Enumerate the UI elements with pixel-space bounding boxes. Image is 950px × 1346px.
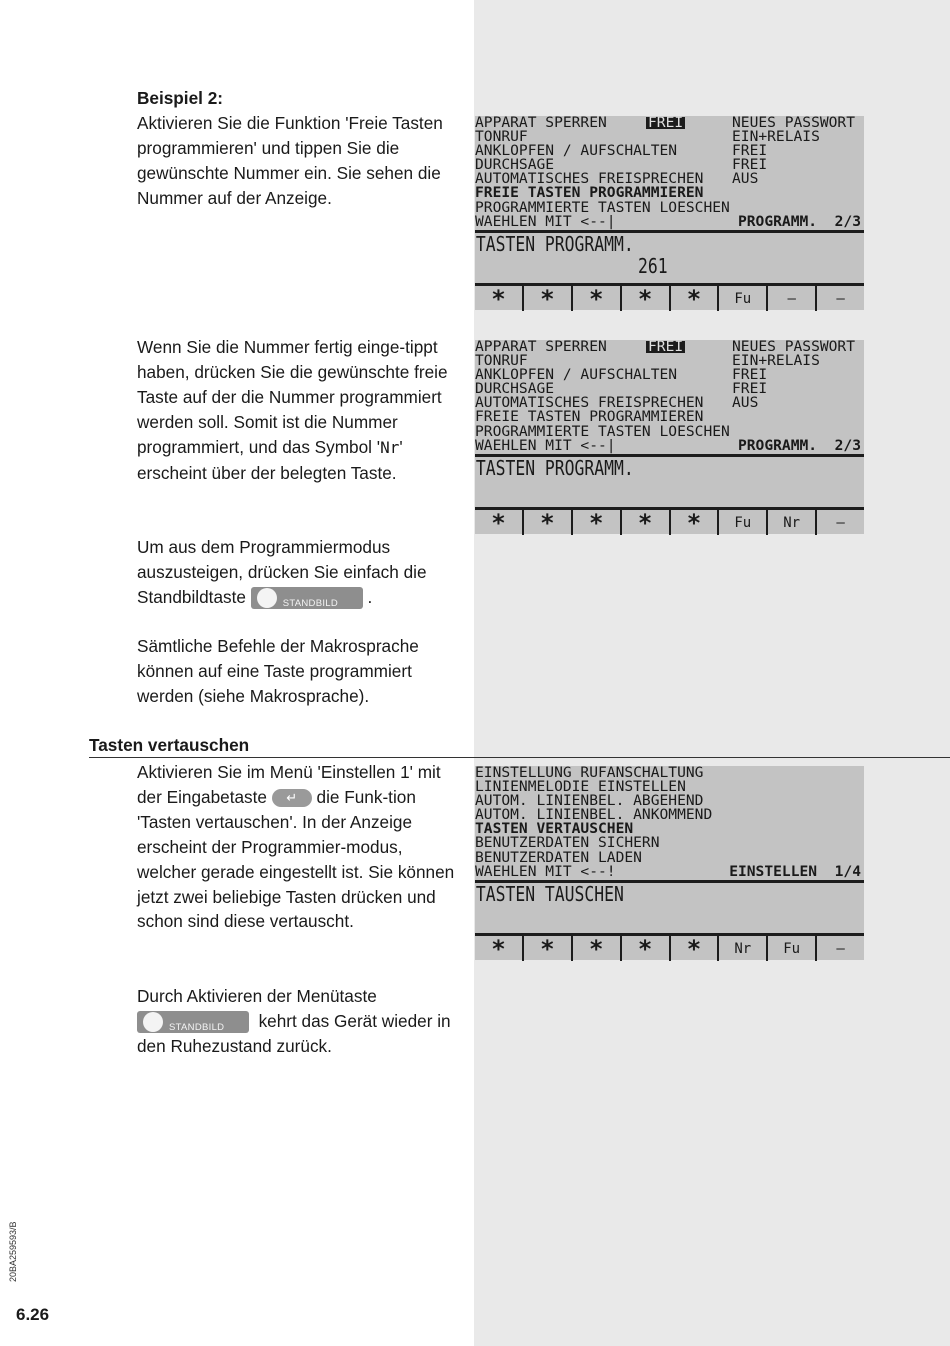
lcd-status: TASTEN PROGRAMM. <box>475 231 634 256</box>
example-2-block <box>137 86 457 211</box>
section-heading: Tasten vertauschen <box>89 735 250 755</box>
softkey: * <box>669 936 718 961</box>
softkey: * <box>620 510 669 535</box>
softkey: — <box>815 286 864 311</box>
section-para-1: Aktivieren Sie im Menü 'Einstellen 1' mit der Eingabetaste ↵ die Funk-tion 'Tasten vertauschen'. In der Anzeige erscheint der Programmier-modus, welcher gerade eingestellt ist. Sie können jetzt zwei beliebige Tasten drücken und schon sind diese vertauscht. <box>137 762 455 932</box>
softkey: * <box>571 286 620 311</box>
lcd-row: WAEHLEN MIT <--| PROGRAMM. 2/3 <box>475 436 861 454</box>
lcd-row: EINSTELLUNG RUFANSCHALTUNG <box>475 764 704 781</box>
lcd-row: DURCHSAGE FREI <box>475 156 768 174</box>
lcd-number: 261 <box>638 254 668 278</box>
softkey: Fu <box>717 510 766 535</box>
softkey: * <box>522 510 571 535</box>
para-3-text-a: Um aus dem Programmiermodus auszusteigen, drücken Sie einfach die Standbildtaste <box>137 537 427 607</box>
lcd-menu <box>475 766 864 879</box>
frei-badge: FREI <box>648 338 684 355</box>
lcd-row: ANKLOPFEN / AUFSCHALTEN FREI <box>475 142 768 160</box>
example-title: Beispiel 2: <box>137 88 223 108</box>
lcd-menu <box>475 340 864 453</box>
softkey: * <box>669 510 718 535</box>
example-para-1: Aktivieren Sie die Funktion 'Freie Tasten programmieren' und tippen Sie die gewünschte Nummer ein. Sie sehen die Nummer auf der Anzeige. <box>137 112 443 208</box>
lcd-row: PROGRAMMIERTE TASTEN LOESCHEN <box>475 198 730 216</box>
lcd-row: WAEHLEN MIT <--! EINSTELLEN 1/4 <box>475 862 861 880</box>
lcd-row: BENUTZERDATEN SICHERN <box>475 834 660 852</box>
lcd-row: WAEHLEN MIT <--| PROGRAMM. 2/3 <box>475 212 861 230</box>
lcd-display-2 <box>475 338 864 537</box>
softkey: * <box>491 284 506 313</box>
softkey: * <box>522 286 571 311</box>
para-3-text-b: . <box>367 586 373 607</box>
section-para-2: Durch Aktivieren der Menütaste STANDBILD kehrt das Gerät wieder in den Ruhezustand zurück. <box>137 986 451 1056</box>
para-2-text-b: ' erscheint über der belegten Taste. <box>137 436 403 483</box>
section-rule <box>89 757 950 758</box>
nr-symbol: Nr <box>380 437 400 457</box>
lcd-row-selected: TASTEN VERTAUSCHEN <box>475 820 634 838</box>
lcd-row: LINIENMELODIE EINSTELLEN <box>475 778 686 796</box>
softkey-bar <box>475 936 864 961</box>
lcd-display-1 <box>475 114 864 313</box>
softkey: * <box>620 286 669 311</box>
para-2-text-a: Wenn Sie die Nummer fertig einge-tippt haben, drücken Sie die gewünschte freie Taste auf der die Nummer programmiert werden soll. Somit ist die Nummer programmiert, und das Symbol ' <box>137 337 448 457</box>
lcd-row: APPARAT SPERREN FREI NEUES PASSWORT <box>475 338 856 355</box>
lcd-row: AUTOMATISCHES FREISPRECHEN AUS <box>475 170 759 188</box>
lcd-row: DURCHSAGE FREI <box>475 380 768 398</box>
softkey: — <box>766 286 815 311</box>
softkey: Nr <box>766 510 815 535</box>
lcd-row: TONRUF EIN+RELAIS <box>475 352 820 370</box>
lcd-row: FREIE TASTEN PROGRAMMIEREN <box>475 408 704 426</box>
softkey-bar <box>475 286 864 311</box>
standbild-key-icon: STANDBILD <box>251 587 363 609</box>
softkey: Fu <box>717 286 766 311</box>
softkey: — <box>815 936 864 961</box>
softkey: * <box>620 936 669 961</box>
lcd-row: BENUTZERDATEN LADEN <box>475 848 642 866</box>
softkey: Nr <box>717 936 766 961</box>
softkey: * <box>522 936 571 961</box>
softkey: Fu <box>766 936 815 961</box>
lcd-row: AUTOMATISCHES FREISPRECHEN AUS <box>475 394 759 412</box>
standbild-key-icon: STANDBILD <box>137 1011 249 1033</box>
lcd-display-3 <box>475 764 864 963</box>
example-para-4: Sämtliche Befehle der Makrosprache können auf eine Taste programmiert werden (siehe Makrosprache). <box>137 636 419 706</box>
lcd-row: ANKLOPFEN / AUFSCHALTEN FREI <box>475 366 768 384</box>
enter-key-icon: ↵ <box>272 789 312 807</box>
lcd-row: AUTOM. LINIENBEL. ANKOMMEND <box>475 806 713 824</box>
example-para-2 <box>137 335 457 485</box>
softkey: * <box>571 510 620 535</box>
softkey: * <box>491 508 506 537</box>
softkey: — <box>815 510 864 535</box>
softkey: * <box>669 286 718 311</box>
example-para-3 <box>137 535 457 610</box>
lcd-status: TASTEN PROGRAMM. <box>475 455 634 480</box>
document-code: 20BA259593/B <box>8 1221 18 1282</box>
softkey: * <box>571 936 620 961</box>
softkey-bar <box>475 510 864 535</box>
lcd-menu <box>475 116 864 229</box>
lcd-row: AUTOM. LINIENBEL. ABGEHEND <box>475 792 704 810</box>
lcd-row: TONRUF EIN+RELAIS <box>475 128 820 146</box>
softkey: * <box>491 934 506 963</box>
frei-badge: FREI <box>648 114 684 131</box>
page-number: 6.26 <box>16 1305 50 1324</box>
lcd-row: APPARAT SPERREN FREI NEUES PASSWORT <box>475 114 856 131</box>
lcd-row: PROGRAMMIERTE TASTEN LOESCHEN <box>475 422 730 440</box>
lcd-row-selected: FREIE TASTEN PROGRAMMIEREN <box>475 184 704 202</box>
lcd-status: TASTEN TAUSCHEN <box>475 881 624 906</box>
